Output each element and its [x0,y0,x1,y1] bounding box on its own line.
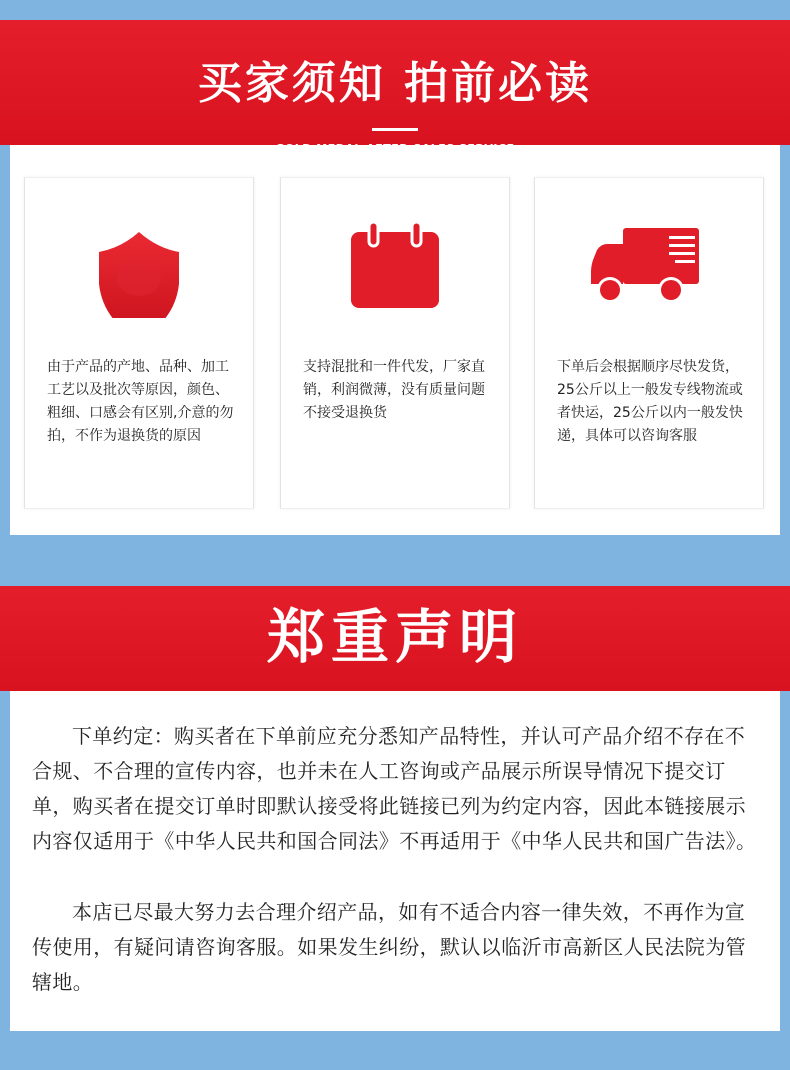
truck-icon [535,218,763,318]
statement-title: 郑重声明 [266,603,523,671]
calendar-icon [281,218,509,318]
notice-panel [10,145,780,535]
quality-text: 由于产品的产地、品种、加工工艺以及批次等原因，颜色、粗细、口感会有区别,介意的勿拍，不作为退换货的原因 [47,359,234,444]
notice-title: 买家须知 拍前必读 [197,58,593,109]
statement-banner [0,586,790,691]
quality-card [24,177,254,509]
wholesale-text: 支持混批和一件代发，厂家直销，利润微薄，没有质量问题不接受退换货 [303,359,485,421]
shipping-text: 下单后会根据顺序尽快发货，25公斤以上一般发专线物流或者快运，25公斤以内一般发快递，具体可以咨询客服 [557,359,743,444]
title-underline [372,128,418,131]
statement-panel [10,691,780,1031]
notice-banner [0,20,790,145]
statement-paragraph: 下单约定：购买者在下单前应充分悉知产品特性，并认可产品介绍不存在不合规、不合理的宣传内容，也并未在人工咨询或产品展示所误导情况下提交订单，购买者在提交订单时即默认接受将此链接已列为约定内容，因此本链接展示内容仅适用于《中华人民共和国合同法》不再适用于《中华人民共和国广告法》。 [32,724,757,853]
shipping-card [534,177,764,509]
wholesale-card [280,177,510,509]
shield-icon [25,218,253,318]
statement-paragraph: 本店已尽最大努力去合理介绍产品，如有不适合内容一律失效，不再作为宣传使用，有疑问请咨询客服。如果发生纠纷，默认以临沂市高新区人民法院为管辖地。 [32,900,746,994]
